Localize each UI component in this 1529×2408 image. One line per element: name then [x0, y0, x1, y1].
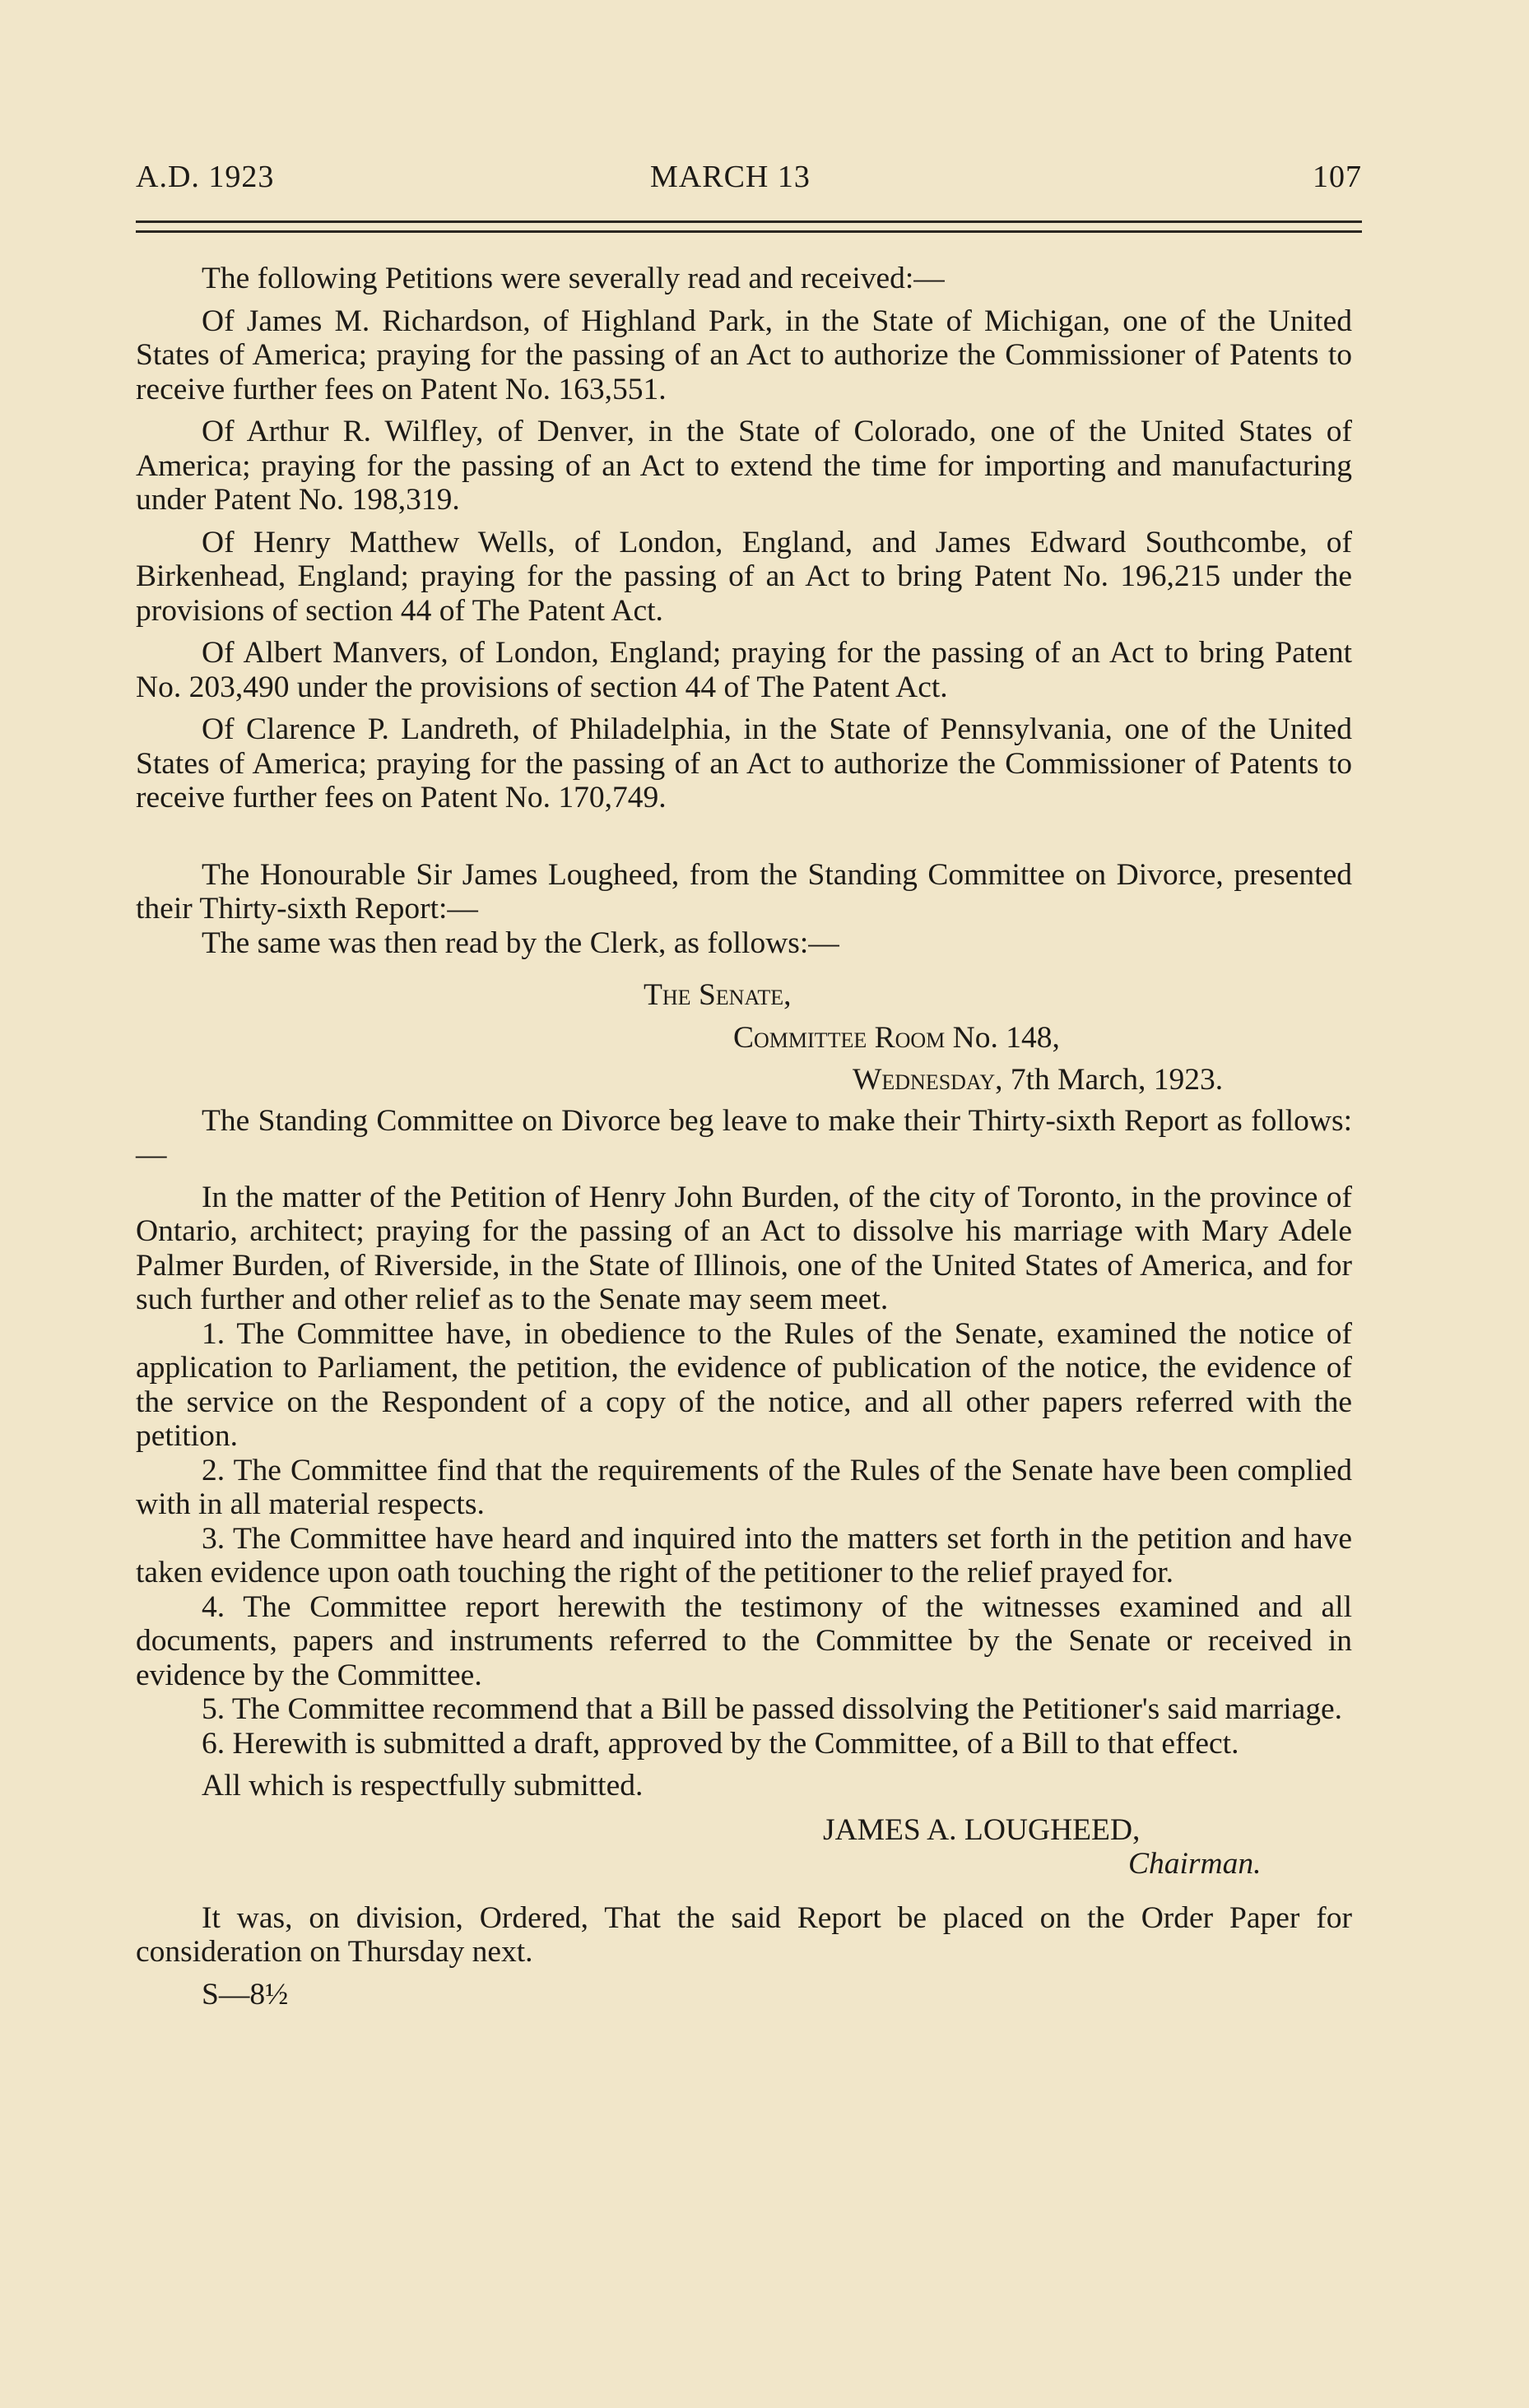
address-room: Committee Room No. 148, [733, 1020, 1060, 1055]
report-item-5: 5. The Committee recommend that a Bill be passed dissolving the Petitioner's said marriage. [202, 1692, 1342, 1726]
header-date: MARCH 13 [650, 160, 811, 194]
report-matter: In the matter of the Petition of Henry John Burden, of the city of Toronto, in the province of Ontario, architect; praying for the passing of an Act to dissolve his marriage with Mary Adele Palmer Burden, of Riverside, in the State of Illinois, one of the United States of America, and for such further and other relief as to the Senate may seem meet. [136, 1180, 1352, 1316]
petition-manvers: Of Albert Manvers, of London, England; praying for the passing of an Act to bring Patent No. 203,490 under the provisions of section 44 of The Patent Act. [136, 636, 1352, 704]
header-year: A.D. 1923 [136, 160, 275, 194]
petition-richardson: Of James M. Richardson, of Highland Park, in the State of Michigan, one of the United States of America; praying for the passing of an Act to authorize the Commissioner of Patents to receive further fees on Patent No. 163,551. [136, 304, 1352, 406]
petitions-intro: The following Petitions were severally read and received:— [202, 262, 945, 295]
read-by-clerk: The same was then read by the Clerk, as follows:— [202, 926, 839, 960]
petition-landreth: Of Clarence P. Landreth, of Philadelphia, in the State of Pennsylvania, one of the United States of America; praying for the passing of an Act to authorize the Commissioner of Patents to receive further fees on Patent No. 170,749. [136, 712, 1352, 814]
header-rule-top [136, 220, 1362, 223]
signature-name: JAMES A. LOUGHEED, [823, 1812, 1141, 1847]
report-item-2: 2. The Committee find that the requirements of the Rules of the Senate have been complied with in all material respects. [136, 1453, 1352, 1521]
header-rule-bottom [136, 230, 1362, 233]
petition-wells: Of Henry Matthew Wells, of London, England, and James Edward Southcombe, of Birkenhead, England; praying for the passing of an Act to bring Patent No. 196,215 under the provisions of section 44 of The Patent Act. [136, 525, 1352, 628]
page-header [136, 159, 1362, 208]
document-body [136, 262, 1352, 2011]
committee-presentation: The Honourable Sir James Lougheed, from the Standing Committee on Divorce, presented their Thirty-sixth Report:— [136, 857, 1352, 926]
report-submitted: All which is respectfully submitted. [202, 1769, 644, 1803]
order-closing: It was, on division, Ordered, That the said Report be placed on the Order Paper for consideration on Thursday next. [136, 1900, 1352, 1969]
report-item-3: 3. The Committee have heard and inquired into the matters set forth in the petition and have taken evidence upon oath touching the right of the petitioner to the relief prayed for. [136, 1521, 1352, 1589]
report-item-4: 4. The Committee report herewith the testimony of the witnesses examined and all documents, papers and instruments referred to the Committee by the Senate or received in evidence by the Committee. [136, 1589, 1352, 1692]
report-item-1: 1. The Committee have, in obedience to the Rules of the Senate, examined the notice of application to Parliament, the petition, the evidence of publication of the notice, the evidence of the service on the Respondent of a copy of the notice, and all other papers referred with the petition. [136, 1316, 1352, 1453]
footer-signature-mark: S—8½ [202, 1977, 289, 2011]
report-item-6: 6. Herewith is submitted a draft, approved by the Committee, of a Bill to that effect. [202, 1726, 1239, 1761]
address-senate: The Senate, [644, 978, 792, 1012]
petition-wilfley: Of Arthur R. Wilfley, of Denver, in the State of Colorado, one of the United States of America; praying for the passing of an Act to extend the time for importing and manufacturing under Patent No. 198,319. [136, 415, 1352, 517]
report-intro: The Standing Committee on Divorce beg leave to make their Thirty-sixth Report as follows:— [136, 1103, 1352, 1172]
page-number: 107 [1313, 160, 1362, 194]
address-date: Wednesday, 7th March, 1923. [853, 1063, 1224, 1097]
signature-title: Chairman. [1128, 1847, 1262, 1881]
